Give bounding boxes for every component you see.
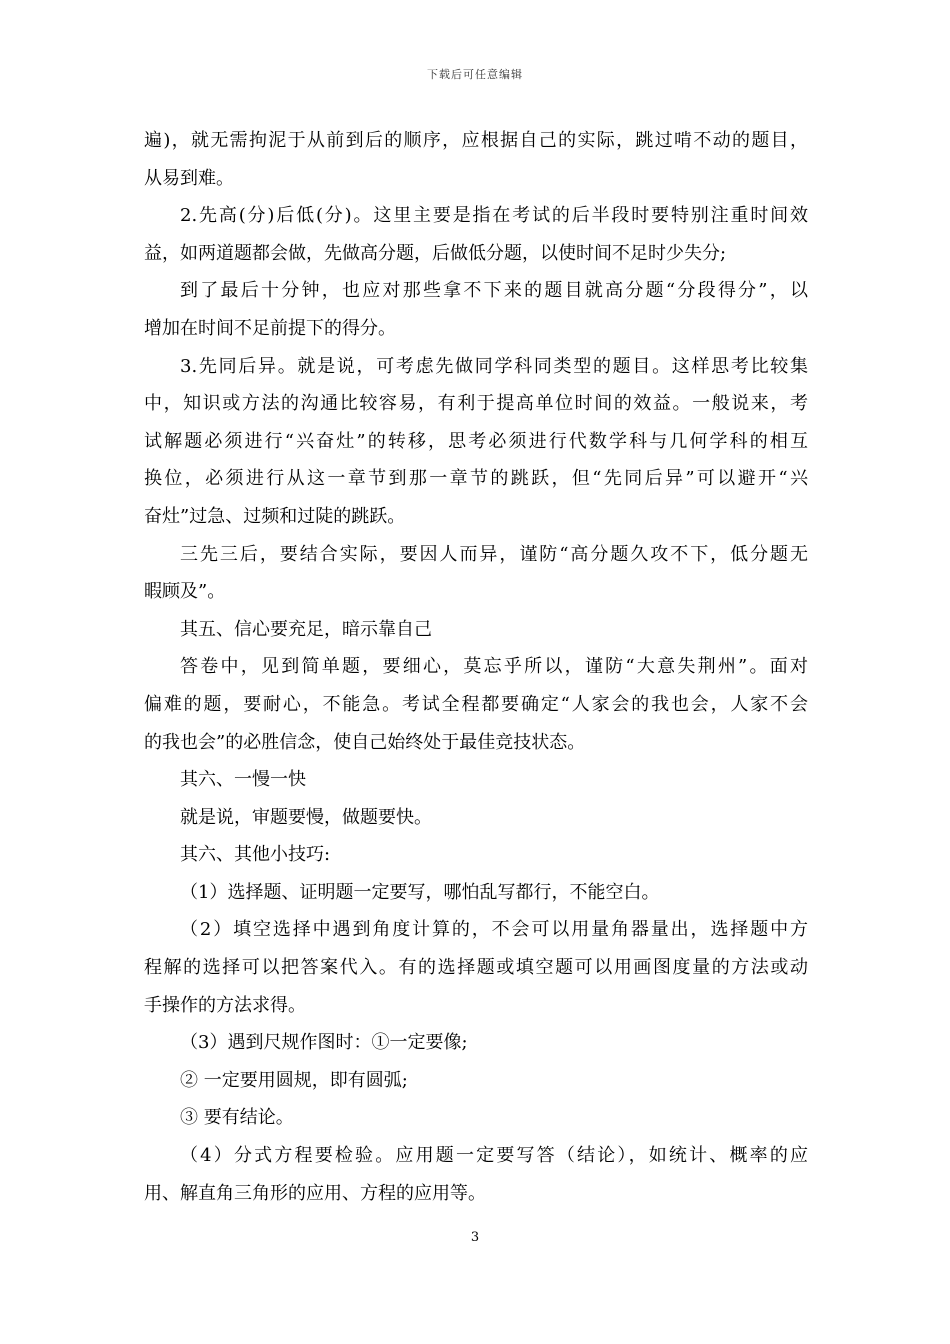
text-line: 奋灶”过急、过频和过陡的跳跃。: [144, 505, 406, 527]
text-line: 用、解直角三角形的应用、方程的应用等。: [144, 1182, 486, 1204]
text-line: 益，如两道题都会做，先做高分题，后做低分题，以使时间不足时少失分;: [144, 242, 727, 264]
text-line: ③ 要有结论。: [180, 1107, 294, 1129]
text-line: 到了最后十分钟，也应对那些拿不下来的题目就高分题“分段得分”，以: [180, 280, 808, 302]
text-line: 中，知识或方法的沟通比较容易，有利于提高单位时间的效益。一般说来，考: [144, 393, 808, 415]
text-line: 手操作的方法求得。: [144, 994, 306, 1016]
text-line: 的我也会”的必胜信念，使自己始终处于最佳竞技状态。: [144, 731, 586, 753]
text-line: 3.先同后异。就是说，可考虑先做同学科同类型的题目。这样思考比较集: [180, 355, 808, 377]
text-line: （1）选择题、证明题一定要写，哪怕乱写都行，不能空白。: [180, 881, 660, 903]
text-line: 暇顾及”。: [144, 581, 226, 603]
text-line: 遍)，就无需拘泥于从前到后的顺序，应根据自己的实际，跳过啃不动的题目，: [144, 130, 808, 151]
text-line: 从易到难。: [144, 167, 234, 189]
text-line: 换位，必须进行从这一章节到那一章节的跳跃，但“先同后异”可以避开“兴: [144, 468, 808, 490]
text-line: 答卷中，见到简单题，要细心，莫忘乎所以，谨防“大意失荆州”。面对: [180, 656, 808, 678]
page-number: 3: [470, 1230, 480, 1245]
page-header: 下载后可任意编辑: [427, 68, 523, 81]
text-line: 增加在时间不足前提下的得分。: [144, 317, 396, 339]
text-line: 其五、信心要充足，暗示靠自己: [180, 618, 432, 640]
text-line: 2.先高(分)后低(分)。这里主要是指在考试的后半段时要特别注重时间效: [180, 205, 808, 227]
text-line: （2）填空选择中遇到角度计算的，不会可以用量角器量出，选择题中方: [180, 919, 808, 941]
text-line: 其六、其他小技巧:: [180, 844, 331, 866]
text-line: 偏难的题，要耐心，不能急。考试全程都要确定“人家会的我也会，人家不会: [144, 693, 808, 715]
text-line: ② 一定要用圆规，即有圆弧;: [180, 1069, 408, 1091]
text-line: 试解题必须进行“兴奋灶”的转移，思考必须进行代数学科与几何学科的相互: [144, 430, 808, 452]
text-line: 三先三后，要结合实际，要因人而异，谨防“高分题久攻不下，低分题无: [180, 543, 808, 565]
text-line: （3）遇到尺规作图时：①一定要像;: [180, 1032, 468, 1054]
text-line: 程解的选择可以把答案代入。有的选择题或填空题可以用画图度量的方法或动: [144, 957, 808, 979]
document-body: [144, 122, 808, 1212]
text-line: 其六、一慢一快: [180, 769, 306, 791]
text-line: 就是说，审题要慢，做题要快。: [180, 806, 432, 828]
text-line: （4）分式方程要检验。应用题一定要写答（结论），如统计、概率的应: [180, 1145, 808, 1167]
